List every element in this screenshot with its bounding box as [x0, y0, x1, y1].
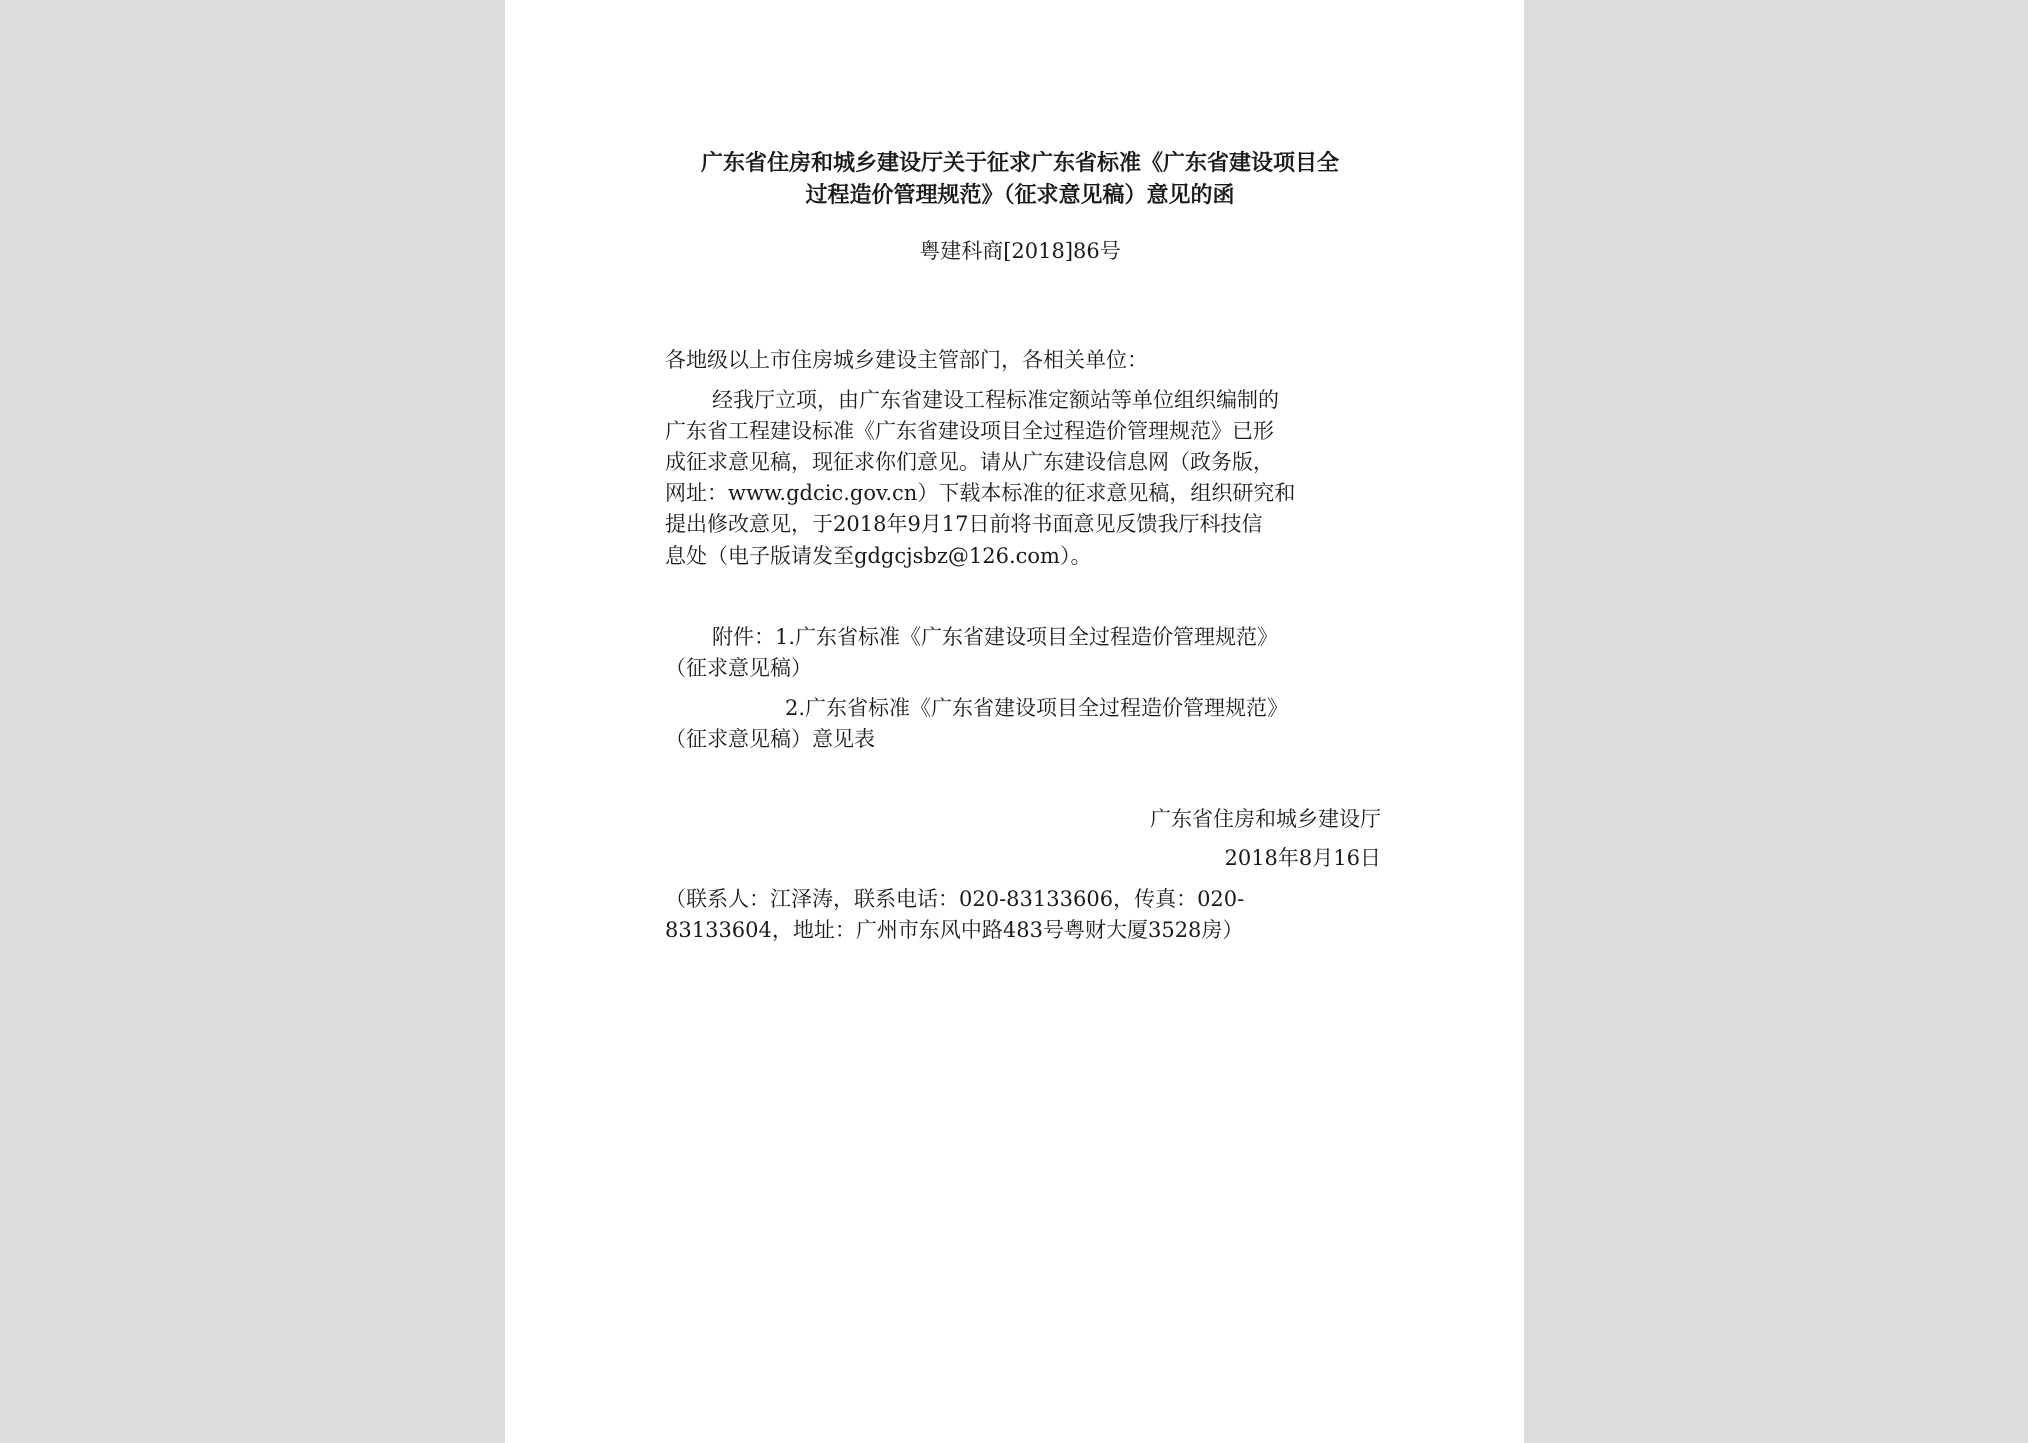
attachment-2-line-1: 2.广东省标准《广东省建设项目全过程造价管理规范》 [785, 696, 1289, 720]
body-line: 经我厅立项，由广东省建设工程标准定额站等单位组织编制的 [712, 388, 1279, 412]
attachment-1-line-2: （征求意见稿） [665, 656, 812, 680]
issue-date: 2018年8月16日 [1224, 846, 1381, 870]
body-line: 提出修改意见，于2018年9月17日前将书面意见反馈我厅科技信 [665, 512, 1263, 536]
contact-line-2: 83133604，地址：广州市东风中路483号粤财大厦3528房） [665, 918, 1244, 942]
attachment-2-line-2: （征求意见稿）意见表 [665, 727, 875, 751]
body-line: 网址：www.gdcic.gov.cn）下载本标准的征求意见稿，组织研究和 [665, 481, 1296, 505]
document-title-line-1: 广东省住房和城乡建设厅关于征求广东省标准《广东省建设项目全 [700, 151, 1339, 176]
document-number: 粤建科商[2018]86号 [919, 239, 1121, 263]
attachment-1-line-1: 附件：1.广东省标准《广东省建设项目全过程造价管理规范》 [712, 625, 1279, 649]
salutation: 各地级以上市住房城乡建设主管部门，各相关单位： [665, 348, 1148, 372]
body-line: 息处（电子版请发至gdgcjsbz@126.com）。 [665, 544, 1092, 568]
document-page [505, 0, 1524, 1443]
body-line: 广东省工程建设标准《广东省建设项目全过程造价管理规范》已形 [665, 419, 1274, 443]
contact-line-1: （联系人：江泽涛，联系电话：020-83133606，传真：020- [665, 887, 1245, 911]
body-line: 成征求意见稿，现征求你们意见。请从广东建设信息网（政务版， [665, 450, 1274, 474]
issuer-signature: 广东省住房和城乡建设厅 [1150, 807, 1381, 831]
document-title-line-2: 过程造价管理规范》（征求意见稿）意见的函 [805, 183, 1235, 208]
